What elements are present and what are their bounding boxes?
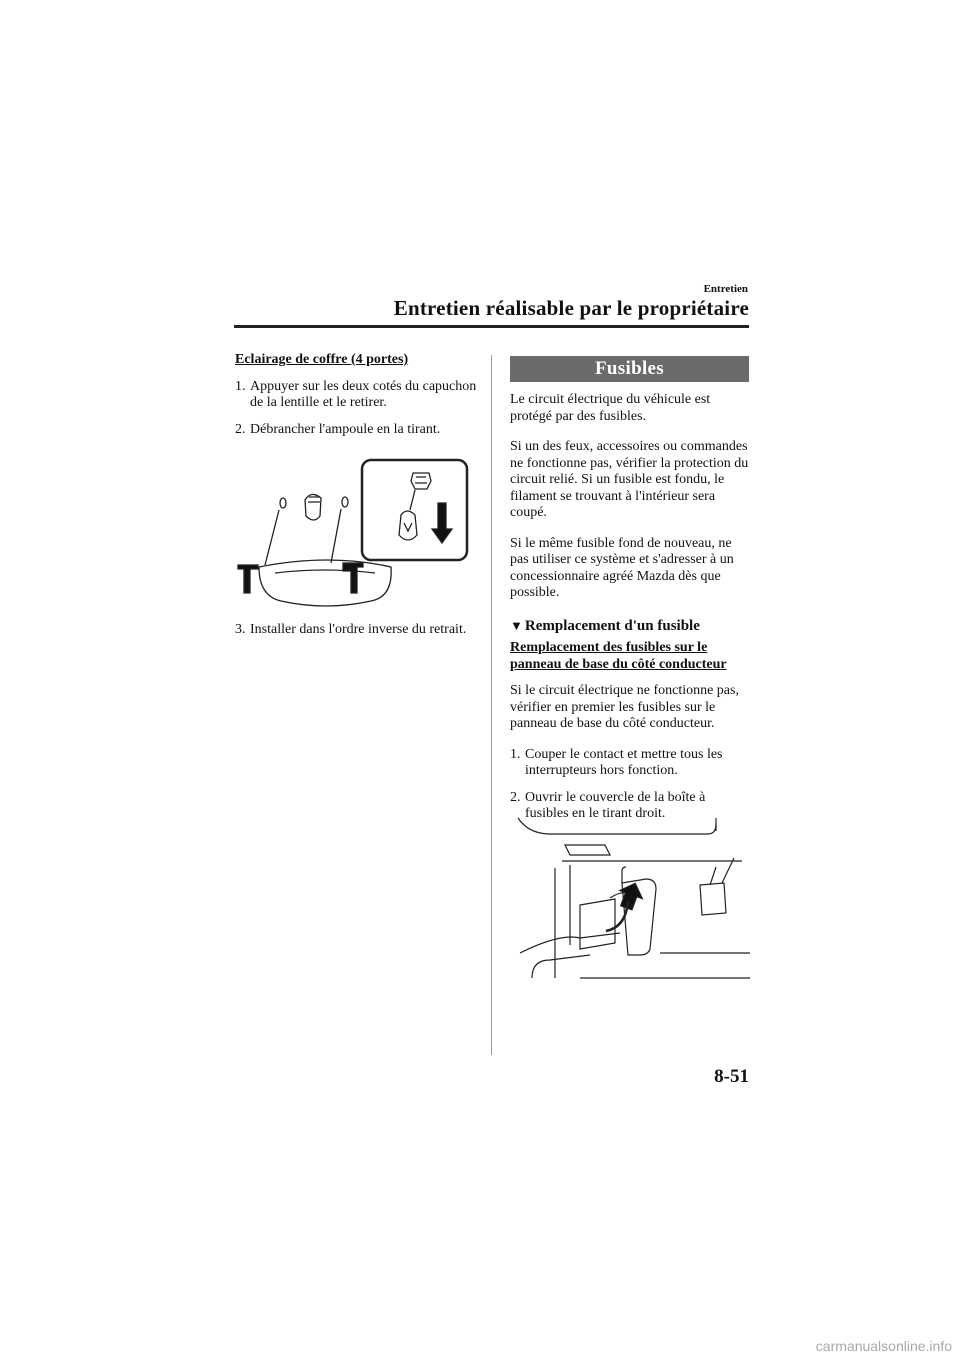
step-text: Couper le contact et mettre tous les interrupteurs hors fonction. [525, 746, 723, 778]
header-title: Entretien réalisable par le propriétaire [393, 296, 749, 320]
step-1 [235, 379, 480, 412]
step-text: Appuyer sur les deux cotés du capuchon de la lentille et le retirer. [250, 378, 477, 410]
paragraph: Le circuit électrique du véhicule est protégé par des fusibles. [510, 392, 711, 424]
step-text: Ouvrir le couvercle de la boîte à fusibles en le tirant droit. [525, 789, 706, 821]
watermark: carmanualsonline.info [815, 1338, 952, 1354]
fuse-replacement-subsection [510, 618, 750, 635]
step-number: 3. [235, 622, 246, 637]
page-number: 8-51 [714, 1066, 749, 1087]
step-text: Installer dans l'ordre inverse du retrait. [250, 622, 467, 637]
subsection-text: Remplacement d'un fusible [524, 617, 700, 634]
header-section-label: Entretien [703, 283, 748, 295]
step-2 [235, 422, 480, 439]
step-number: 2. [235, 421, 246, 437]
step-number: 2. [510, 789, 521, 805]
step-1 [510, 747, 750, 780]
paragraph: Si un des feux, accessoires ou commandes ne fonctionne pas, vérifier la protection du circuit relié. Si un fusible est fondu, le filament se trouvant à l'intérieur sera coupé. [510, 439, 749, 520]
section-title-text: Fusibles [595, 357, 664, 379]
driver-panel-subheading: Remplacement des fusibles sur le panneau de base du côté conducteur [510, 640, 727, 672]
fuses-section-title [510, 356, 749, 382]
step-text: Débrancher l'ampoule en la tirant. [250, 421, 441, 437]
fuse-box-illustration [510, 813, 750, 988]
trunk-light-illustration [235, 455, 475, 610]
column-divider [491, 355, 492, 1055]
triangle-bullet-icon: ▼ [510, 617, 523, 633]
paragraph: Si le circuit électrique ne fonctionne pas, vérifier en premier les fusibles sur le panneau de base du côté conducteur. [510, 683, 739, 731]
right-column [510, 356, 750, 823]
paragraph: Si le même fusible fond de nouveau, ne pas utiliser ce système et s'adresser à un concessionnaire agréé Mazda dès que possible. [510, 535, 734, 600]
step-number: 1. [510, 746, 521, 762]
left-column [235, 352, 480, 438]
trunk-light-subheading: Eclairage de coffre (4 portes) [235, 352, 409, 367]
step-number: 1. [235, 378, 246, 394]
header-rule [234, 325, 749, 328]
step-3 [235, 622, 485, 639]
